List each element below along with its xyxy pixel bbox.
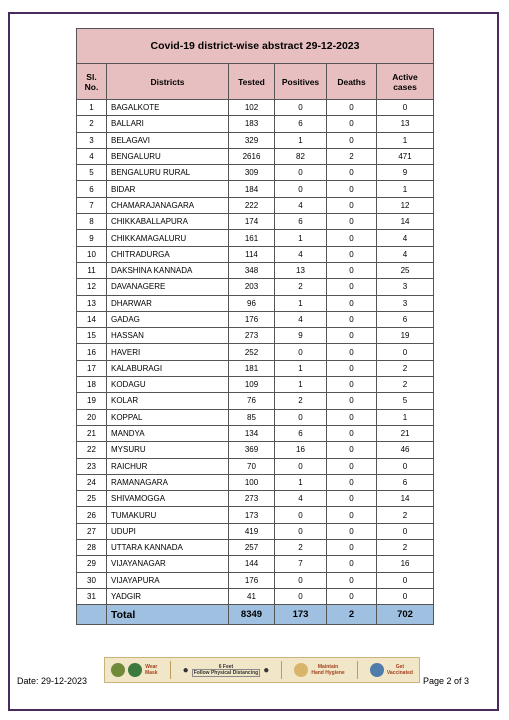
cell-tested: 273	[229, 491, 275, 507]
cell-positives: 0	[275, 165, 327, 181]
cell-district: DAVANAGERE	[107, 279, 229, 295]
cell-positives: 6	[275, 116, 327, 132]
cell-district: RAICHUR	[107, 458, 229, 474]
cell-deaths: 0	[327, 588, 377, 604]
cell-deaths: 0	[327, 311, 377, 327]
cell-positives: 4	[275, 491, 327, 507]
cell-active: 25	[377, 262, 434, 278]
cell-positives: 0	[275, 588, 327, 604]
cell-active: 1	[377, 409, 434, 425]
cell-positives: 1	[275, 230, 327, 246]
cell-active: 471	[377, 148, 434, 164]
cell-deaths: 0	[327, 116, 377, 132]
cell-active: 13	[377, 116, 434, 132]
table-row	[77, 360, 434, 376]
total-tested: 8349	[229, 605, 275, 625]
table-row	[77, 132, 434, 148]
cell-deaths: 0	[327, 474, 377, 490]
cell-deaths: 0	[327, 523, 377, 539]
cell-active: 3	[377, 279, 434, 295]
table-row	[77, 116, 434, 132]
table-title: Covid-19 district-wise abstract 29-12-2023	[77, 29, 434, 64]
cell-active: 0	[377, 100, 434, 116]
cell-positives: 6	[275, 425, 327, 441]
cell-deaths: 0	[327, 360, 377, 376]
table-row	[77, 425, 434, 441]
cell-district: UTTARA KANNADA	[107, 540, 229, 556]
table-row	[77, 197, 434, 213]
table-row	[77, 344, 434, 360]
cell-deaths: 0	[327, 132, 377, 148]
table-row	[77, 246, 434, 262]
cell-tested: 329	[229, 132, 275, 148]
cell-positives: 16	[275, 442, 327, 458]
cell-district: BAGALKOTE	[107, 100, 229, 116]
mask-icon	[128, 663, 142, 677]
cell-tested: 176	[229, 572, 275, 588]
cell-deaths: 0	[327, 458, 377, 474]
cell-deaths: 0	[327, 442, 377, 458]
total-blank	[77, 605, 107, 625]
table-row	[77, 295, 434, 311]
cell-active: 12	[377, 197, 434, 213]
footer-page-number: Page 2 of 3	[423, 676, 470, 686]
cell-sl-no: 3	[77, 132, 107, 148]
cell-positives: 0	[275, 458, 327, 474]
cell-active: 19	[377, 328, 434, 344]
mask-text: Wear	[145, 664, 158, 670]
cell-active: 0	[377, 523, 434, 539]
cell-district: BIDAR	[107, 181, 229, 197]
cell-deaths: 0	[327, 165, 377, 181]
cell-sl-no: 15	[77, 328, 107, 344]
cell-tested: 181	[229, 360, 275, 376]
cell-active: 5	[377, 393, 434, 409]
cell-sl-no: 1	[77, 100, 107, 116]
table-row	[77, 458, 434, 474]
cell-sl-no: 13	[77, 295, 107, 311]
cell-district: CHITRADURGA	[107, 246, 229, 262]
cell-district: TUMAKURU	[107, 507, 229, 523]
footer-date: Date: 29-12-2023	[17, 676, 88, 686]
cell-deaths: 0	[327, 214, 377, 230]
cell-district: KALABURAGI	[107, 360, 229, 376]
cell-district: KOPPAL	[107, 409, 229, 425]
cell-sl-no: 7	[77, 197, 107, 213]
cell-district: CHAMARAJANAGARA	[107, 197, 229, 213]
cell-tested: 102	[229, 100, 275, 116]
cell-deaths: 0	[327, 279, 377, 295]
cell-deaths: 0	[327, 540, 377, 556]
table-row	[77, 181, 434, 197]
cell-deaths: 0	[327, 377, 377, 393]
cell-tested: 41	[229, 588, 275, 604]
cell-tested: 109	[229, 377, 275, 393]
cell-positives: 82	[275, 148, 327, 164]
cell-active: 2	[377, 540, 434, 556]
cell-positives: 7	[275, 556, 327, 572]
cell-sl-no: 2	[77, 116, 107, 132]
cell-tested: 176	[229, 311, 275, 327]
total-deaths: 2	[327, 605, 377, 625]
cell-tested: 203	[229, 279, 275, 295]
cell-district: GADAG	[107, 311, 229, 327]
table-row	[77, 572, 434, 588]
cell-deaths: 0	[327, 409, 377, 425]
cell-positives: 13	[275, 262, 327, 278]
cell-sl-no: 22	[77, 442, 107, 458]
cell-deaths: 0	[327, 181, 377, 197]
table-row	[77, 230, 434, 246]
cell-district: BELAGAVI	[107, 132, 229, 148]
cell-active: 2	[377, 507, 434, 523]
cell-sl-no: 16	[77, 344, 107, 360]
cell-district: UDUPI	[107, 523, 229, 539]
table-row	[77, 491, 434, 507]
table-row	[77, 409, 434, 425]
cell-tested: 222	[229, 197, 275, 213]
cell-district: HAVERI	[107, 344, 229, 360]
cell-active: 14	[377, 214, 434, 230]
cell-district: BENGALURU	[107, 148, 229, 164]
cell-district: CHIKKAMAGALURU	[107, 230, 229, 246]
cell-sl-no: 30	[77, 572, 107, 588]
cell-active: 46	[377, 442, 434, 458]
cell-positives: 0	[275, 100, 327, 116]
cell-sl-no: 4	[77, 148, 107, 164]
cell-tested: 257	[229, 540, 275, 556]
cell-tested: 144	[229, 556, 275, 572]
cell-positives: 6	[275, 214, 327, 230]
table-row	[77, 588, 434, 604]
person-icon: ●	[263, 664, 270, 676]
header-positives: Positives	[275, 64, 327, 100]
cell-positives: 0	[275, 344, 327, 360]
banner-divider	[281, 661, 282, 679]
cell-deaths: 0	[327, 556, 377, 572]
cell-sl-no: 31	[77, 588, 107, 604]
cell-active: 1	[377, 181, 434, 197]
cell-deaths: 0	[327, 572, 377, 588]
cell-sl-no: 11	[77, 262, 107, 278]
cell-sl-no: 20	[77, 409, 107, 425]
cell-sl-no: 21	[77, 425, 107, 441]
total-positives: 173	[275, 605, 327, 625]
cell-tested: 2616	[229, 148, 275, 164]
cell-active: 2	[377, 360, 434, 376]
banner-divider	[357, 661, 358, 679]
cell-tested: 348	[229, 262, 275, 278]
cell-sl-no: 26	[77, 507, 107, 523]
cell-active: 4	[377, 230, 434, 246]
cell-active: 14	[377, 491, 434, 507]
district-abstract-table	[76, 28, 434, 625]
cell-tested: 252	[229, 344, 275, 360]
vaccination-item: Get Vaccinated	[370, 663, 413, 677]
cell-active: 0	[377, 572, 434, 588]
cell-active: 0	[377, 458, 434, 474]
cell-district: MYSURU	[107, 442, 229, 458]
cell-district: MANDYA	[107, 425, 229, 441]
cell-active: 0	[377, 344, 434, 360]
cell-deaths: 2	[327, 148, 377, 164]
cell-positives: 0	[275, 572, 327, 588]
cell-active: 2	[377, 377, 434, 393]
cell-active: 0	[377, 588, 434, 604]
hand-hygiene-item: Maintain Hand Hygiene	[294, 663, 344, 677]
cell-deaths: 0	[327, 295, 377, 311]
cell-tested: 100	[229, 474, 275, 490]
cell-positives: 4	[275, 311, 327, 327]
hand-wash-icon	[294, 663, 308, 677]
wear-mask-item: Wear Mask	[111, 663, 158, 677]
cell-tested: 173	[229, 507, 275, 523]
cell-sl-no: 6	[77, 181, 107, 197]
cell-district: VIJAYAPURA	[107, 572, 229, 588]
cell-district: YADGIR	[107, 588, 229, 604]
cell-positives: 0	[275, 523, 327, 539]
cell-sl-no: 14	[77, 311, 107, 327]
cell-sl-no: 9	[77, 230, 107, 246]
cell-sl-no: 17	[77, 360, 107, 376]
table-row	[77, 328, 434, 344]
cell-positives: 1	[275, 377, 327, 393]
cell-tested: 273	[229, 328, 275, 344]
cell-tested: 85	[229, 409, 275, 425]
cell-active: 1	[377, 132, 434, 148]
table-row	[77, 165, 434, 181]
cell-active: 16	[377, 556, 434, 572]
cell-sl-no: 29	[77, 556, 107, 572]
cell-district: DHARWAR	[107, 295, 229, 311]
cell-positives: 2	[275, 279, 327, 295]
table-row	[77, 474, 434, 490]
table-row	[77, 540, 434, 556]
cell-positives: 0	[275, 181, 327, 197]
cell-sl-no: 18	[77, 377, 107, 393]
cell-district: BENGALURU RURAL	[107, 165, 229, 181]
cell-positives: 1	[275, 474, 327, 490]
cell-tested: 174	[229, 214, 275, 230]
table-row	[77, 279, 434, 295]
cell-district: HASSAN	[107, 328, 229, 344]
cell-active: 6	[377, 311, 434, 327]
total-row	[77, 605, 434, 625]
cell-tested: 309	[229, 165, 275, 181]
cell-tested: 134	[229, 425, 275, 441]
table-row	[77, 556, 434, 572]
table-row	[77, 442, 434, 458]
table-row	[77, 507, 434, 523]
cell-deaths: 0	[327, 393, 377, 409]
cell-active: 4	[377, 246, 434, 262]
header-deaths: Deaths	[327, 64, 377, 100]
cell-positives: 1	[275, 360, 327, 376]
cell-deaths: 0	[327, 507, 377, 523]
cell-active: 6	[377, 474, 434, 490]
cell-deaths: 0	[327, 262, 377, 278]
table-row	[77, 377, 434, 393]
cell-positives: 2	[275, 540, 327, 556]
person-icon: ●	[182, 664, 189, 676]
cell-deaths: 0	[327, 425, 377, 441]
cell-tested: 161	[229, 230, 275, 246]
total-label: Total	[107, 605, 229, 625]
cell-positives: 9	[275, 328, 327, 344]
cell-tested: 184	[229, 181, 275, 197]
header-active-cases: Active cases	[377, 64, 434, 100]
header-row	[77, 64, 434, 100]
banner-divider	[170, 661, 171, 679]
cell-deaths: 0	[327, 344, 377, 360]
safety-banner	[104, 657, 420, 683]
cell-deaths: 0	[327, 230, 377, 246]
syringe-icon	[370, 663, 384, 677]
header-tested: Tested	[229, 64, 275, 100]
cell-district: CHIKKABALLAPURA	[107, 214, 229, 230]
cell-deaths: 0	[327, 246, 377, 262]
cell-positives: 0	[275, 507, 327, 523]
cell-sl-no: 24	[77, 474, 107, 490]
cell-district: BALLARI	[107, 116, 229, 132]
table-row	[77, 148, 434, 164]
table-title-row	[77, 29, 434, 64]
cell-tested: 183	[229, 116, 275, 132]
cell-active: 21	[377, 425, 434, 441]
cell-deaths: 0	[327, 100, 377, 116]
cell-deaths: 0	[327, 197, 377, 213]
cell-deaths: 0	[327, 491, 377, 507]
cell-positives: 4	[275, 246, 327, 262]
cell-tested: 96	[229, 295, 275, 311]
cell-tested: 70	[229, 458, 275, 474]
table-row	[77, 311, 434, 327]
physical-distancing-item: ● 6 Feet Follow Physical Distancing ●	[182, 664, 270, 676]
total-active: 702	[377, 605, 434, 625]
mask-icon	[111, 663, 125, 677]
cell-district: KODAGU	[107, 377, 229, 393]
cell-positives: 4	[275, 197, 327, 213]
cell-tested: 114	[229, 246, 275, 262]
cell-sl-no: 28	[77, 540, 107, 556]
cell-deaths: 0	[327, 328, 377, 344]
table-row	[77, 100, 434, 116]
cell-positives: 2	[275, 393, 327, 409]
cell-district: RAMANAGARA	[107, 474, 229, 490]
cell-active: 3	[377, 295, 434, 311]
cell-sl-no: 8	[77, 214, 107, 230]
table-row	[77, 262, 434, 278]
table-row	[77, 393, 434, 409]
cell-sl-no: 5	[77, 165, 107, 181]
cell-sl-no: 25	[77, 491, 107, 507]
cell-district: VIJAYANAGAR	[107, 556, 229, 572]
table-row	[77, 523, 434, 539]
cell-sl-no: 10	[77, 246, 107, 262]
cell-active: 9	[377, 165, 434, 181]
cell-district: DAKSHINA KANNADA	[107, 262, 229, 278]
header-sl-no: Sl. No.	[77, 64, 107, 100]
cell-tested: 369	[229, 442, 275, 458]
table-row	[77, 214, 434, 230]
cell-positives: 1	[275, 132, 327, 148]
cell-sl-no: 23	[77, 458, 107, 474]
header-districts: Districts	[107, 64, 229, 100]
cell-district: SHIVAMOGGA	[107, 491, 229, 507]
cell-sl-no: 12	[77, 279, 107, 295]
cell-positives: 0	[275, 409, 327, 425]
cell-sl-no: 19	[77, 393, 107, 409]
cell-positives: 1	[275, 295, 327, 311]
cell-sl-no: 27	[77, 523, 107, 539]
cell-district: KOLAR	[107, 393, 229, 409]
cell-tested: 419	[229, 523, 275, 539]
cell-tested: 76	[229, 393, 275, 409]
